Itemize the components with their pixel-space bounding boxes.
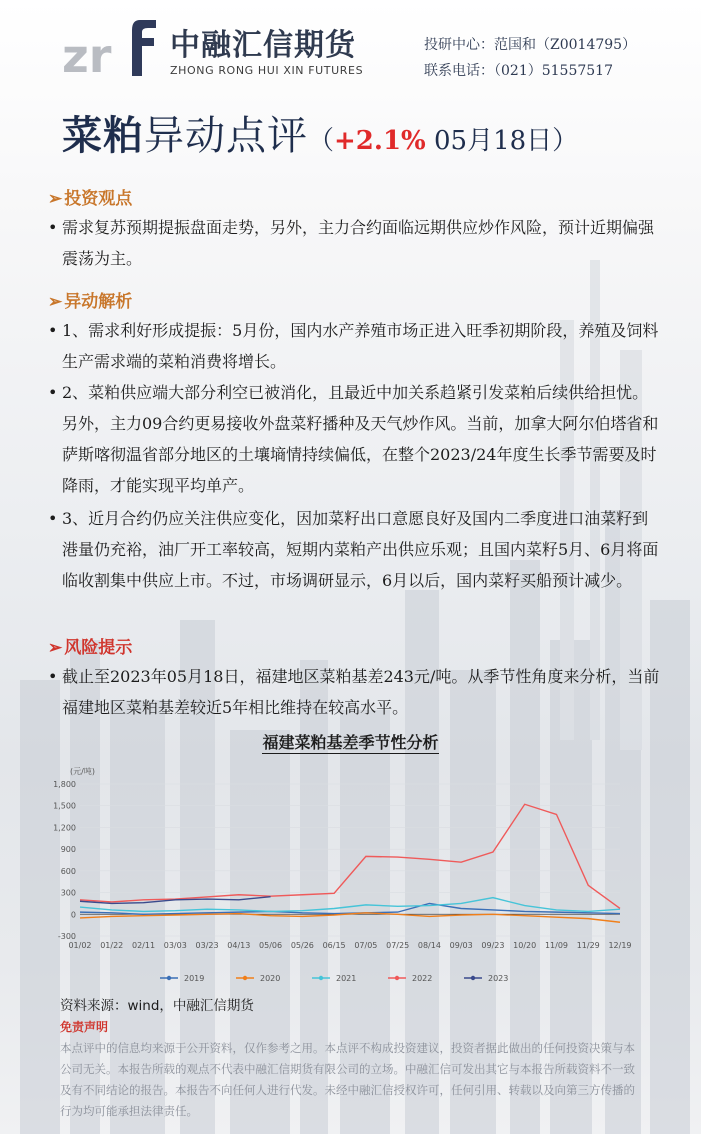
title-paren: （ xyxy=(308,126,335,156)
y-tick-label: 300 xyxy=(60,888,76,898)
legend-marker-2020 xyxy=(243,976,247,980)
y-tick-label: 1,200 xyxy=(53,823,76,833)
svg-text:zr: zr xyxy=(62,29,112,80)
section-heading-risk: ➢ 风险提示 xyxy=(48,638,133,658)
title-type: 异动点评 xyxy=(144,113,308,159)
x-tick-label: 07/05 xyxy=(354,941,378,950)
legend-label-2023: 2023 xyxy=(488,974,509,983)
list-item: • 1、需求利好形成提振：5月份，国内水产养殖市场正进入旺季初期阶段，养殖及饲料生产需求端的菜粕消费将增长。 xyxy=(48,321,659,371)
legend-label-2020: 2020 xyxy=(260,974,281,983)
x-tick-label: 05/06 xyxy=(259,941,283,950)
legend-marker-2022 xyxy=(395,976,399,980)
seasonal-basis-chart xyxy=(40,760,650,990)
x-tick-label: 01/22 xyxy=(100,941,124,950)
x-tick-label: 01/02 xyxy=(68,941,92,950)
y-tick-label: 900 xyxy=(60,845,76,855)
legend-marker-2023 xyxy=(471,976,475,980)
title-change: +2.1% xyxy=(334,126,426,156)
disclaimer-text: 本点评中的信息均来源于公开资料，仅作参考之用。本点评不构成投资建议，投资者据此做出的任何投资决策与本公司无关。本报告所载的观点不代表中融汇信期货有限公司的立场。中融汇信可发出其它与本报告所载资料不一致及有不同结论的报告。本报告不向任何人进行代发。未经中融汇信授权许可，任何引用、转载以及向第三方传播的行为均可能承担法律责任。 xyxy=(60,1041,635,1118)
data-source: 资料来源：wind，中融汇信期货 xyxy=(60,998,254,1014)
x-tick-label: 03/23 xyxy=(195,941,219,950)
x-tick-label: 04/13 xyxy=(227,941,251,950)
section-heading-analysis: ➢ 异动解析 xyxy=(48,292,133,312)
y-axis-unit: (元/吨) xyxy=(70,767,95,776)
arrow-icon: ➢ xyxy=(48,189,63,209)
section-heading-view: ➢ 投资观点 xyxy=(48,189,133,209)
disclaimer-heading: 免责声明 xyxy=(60,1020,109,1034)
company-name-en: ZHONG RONG HUI XIN FUTURES xyxy=(170,64,364,77)
y-tick-label: 0 xyxy=(70,910,76,920)
x-tick-label: 11/29 xyxy=(576,941,600,950)
chart-title: 福建菜粕基差季节性分析 xyxy=(262,733,439,752)
contact-analyst: 投研中心：范国和（Z0014795） xyxy=(424,37,637,53)
title-date: 05月18日） xyxy=(425,126,579,156)
x-tick-label: 09/23 xyxy=(481,941,505,950)
x-tick-label: 12/19 xyxy=(608,941,632,950)
company-logo-icon xyxy=(62,12,162,80)
list-item: • 需求复苏预期提振盘面走势，另外，主力合约面临远期供应炒作风险，预计近期偏强震荡为主。 xyxy=(48,218,655,268)
legend-label-2021: 2021 xyxy=(336,974,357,983)
arrow-icon: ➢ xyxy=(48,638,63,658)
y-tick-label: 1,500 xyxy=(53,801,76,811)
report-title xyxy=(62,104,578,161)
x-tick-label: 11/09 xyxy=(544,941,569,950)
list-item: • 3、近月合约仍应关注供应变化，因加菜籽出口意愿良好及国内二季度进口油菜籽到港量仍充裕，油厂开工率较高，短期内菜粕产出供应乐观；且国内菜籽5月、6月将面临收割集中供应上市。不过，市场调研显示，6月以后，国内菜籽买船预计减少。 xyxy=(48,509,659,590)
y-tick-label: 1,800 xyxy=(53,780,76,789)
series-line-2019 xyxy=(80,903,620,914)
legend-marker-2019 xyxy=(167,976,171,980)
company-name-cn: 中融汇信期货 xyxy=(170,28,356,63)
legend-label-2022: 2022 xyxy=(412,974,433,983)
x-tick-label: 09/03 xyxy=(449,941,473,950)
list-item: • 截止至2023年05月18日，福建地区菜粕基差243元/吨。从季节性角度来分析，当前福建地区菜粕基差较近5年相比维持在较高水平。 xyxy=(48,667,660,717)
list-item: • 2、菜粕供应端大部分利空已被消化，且最近中加关系趋紧引发菜粕后续供给担忧。另外，主力09合约更易接收外盘菜籽播种及天气炒作风。当前，加拿大阿尔伯塔省和萨斯喀彻温省部分地区的土壤墒情持续偏低，在整个2023/24年度生长季节需要及时降雨，才能实现平均单产。 xyxy=(48,383,659,495)
arrow-icon: ➢ xyxy=(48,292,63,312)
legend-label-2019: 2019 xyxy=(184,974,205,983)
x-tick-label: 05/26 xyxy=(290,941,314,950)
y-tick-label: -300 xyxy=(57,932,76,941)
y-tick-label: 600 xyxy=(60,866,76,876)
x-tick-label: 03/03 xyxy=(163,941,187,950)
title-commodity: 菜粕 xyxy=(62,112,144,159)
x-tick-label: 06/15 xyxy=(322,941,346,950)
x-tick-label: 08/14 xyxy=(417,941,441,950)
legend-marker-2021 xyxy=(319,976,323,980)
x-tick-label: 02/11 xyxy=(131,941,156,950)
contact-phone: 联系电话：（021）51557517 xyxy=(424,63,613,79)
x-tick-label: 07/25 xyxy=(386,941,410,950)
x-tick-label: 10/20 xyxy=(513,941,537,950)
